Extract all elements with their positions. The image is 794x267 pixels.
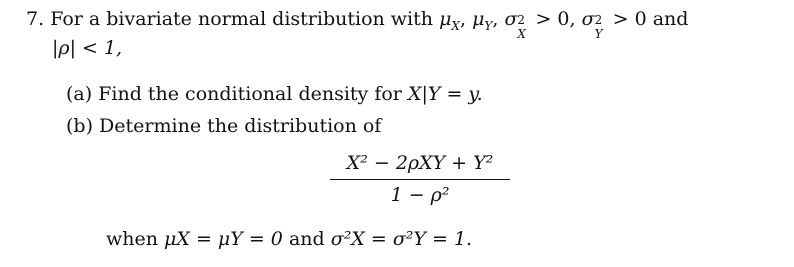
sigma-y-squared (581, 8, 607, 41)
problem-intro-text: For a bivariate normal distribution with (50, 8, 434, 30)
condition-mu: μX = μY = 0 (164, 228, 283, 250)
greater-than-zero-2: > 0 (606, 8, 647, 30)
sigma-y-superscript: 2 (594, 13, 603, 27)
sigma-x-symbol: σ (504, 8, 518, 30)
sigma-y-subscript: Y (594, 27, 603, 41)
fraction-bar (330, 179, 510, 180)
part-b (66, 114, 381, 138)
part-b-text: Determine the distribution of (99, 115, 382, 137)
part-b-label: (b) (66, 115, 93, 137)
problem-number: 7. (26, 8, 45, 30)
rho-condition: |ρ| < 1, (52, 37, 123, 59)
when-line (106, 227, 472, 251)
fraction-denominator: 1 − ρ² (390, 184, 450, 206)
problem-statement-line-1 (26, 7, 689, 41)
part-a-expression: X|Y = y. (407, 83, 483, 105)
and-word: and (652, 8, 689, 30)
comma-1: , (459, 8, 467, 30)
comma-2: , (492, 8, 499, 30)
part-a-label: (a) (66, 83, 93, 105)
when-text: when (106, 228, 158, 250)
sigma-x-subscript: X (517, 27, 526, 41)
condition-sigma: σ²X = σ²Y = 1. (330, 228, 473, 250)
sigma-x-superscript: 2 (517, 13, 526, 27)
fraction-numerator: X² − 2ρXY + Y² (346, 152, 494, 174)
mu-y-symbol: μ (472, 8, 485, 30)
part-a-text: Find the conditional density for (98, 83, 402, 105)
part-a (66, 82, 483, 106)
sigma-y-symbol: σ (581, 8, 595, 30)
mu-y-subscript: Y (484, 18, 493, 33)
greater-than-zero-1: > 0, (529, 8, 576, 30)
fraction (330, 150, 510, 207)
mu-x-subscript: X (451, 18, 460, 33)
sigma-x-squared (504, 8, 529, 41)
mu-x (439, 8, 460, 33)
mu-x-symbol: μ (439, 8, 452, 30)
and-text: and (288, 228, 325, 250)
mu-y (472, 8, 493, 33)
